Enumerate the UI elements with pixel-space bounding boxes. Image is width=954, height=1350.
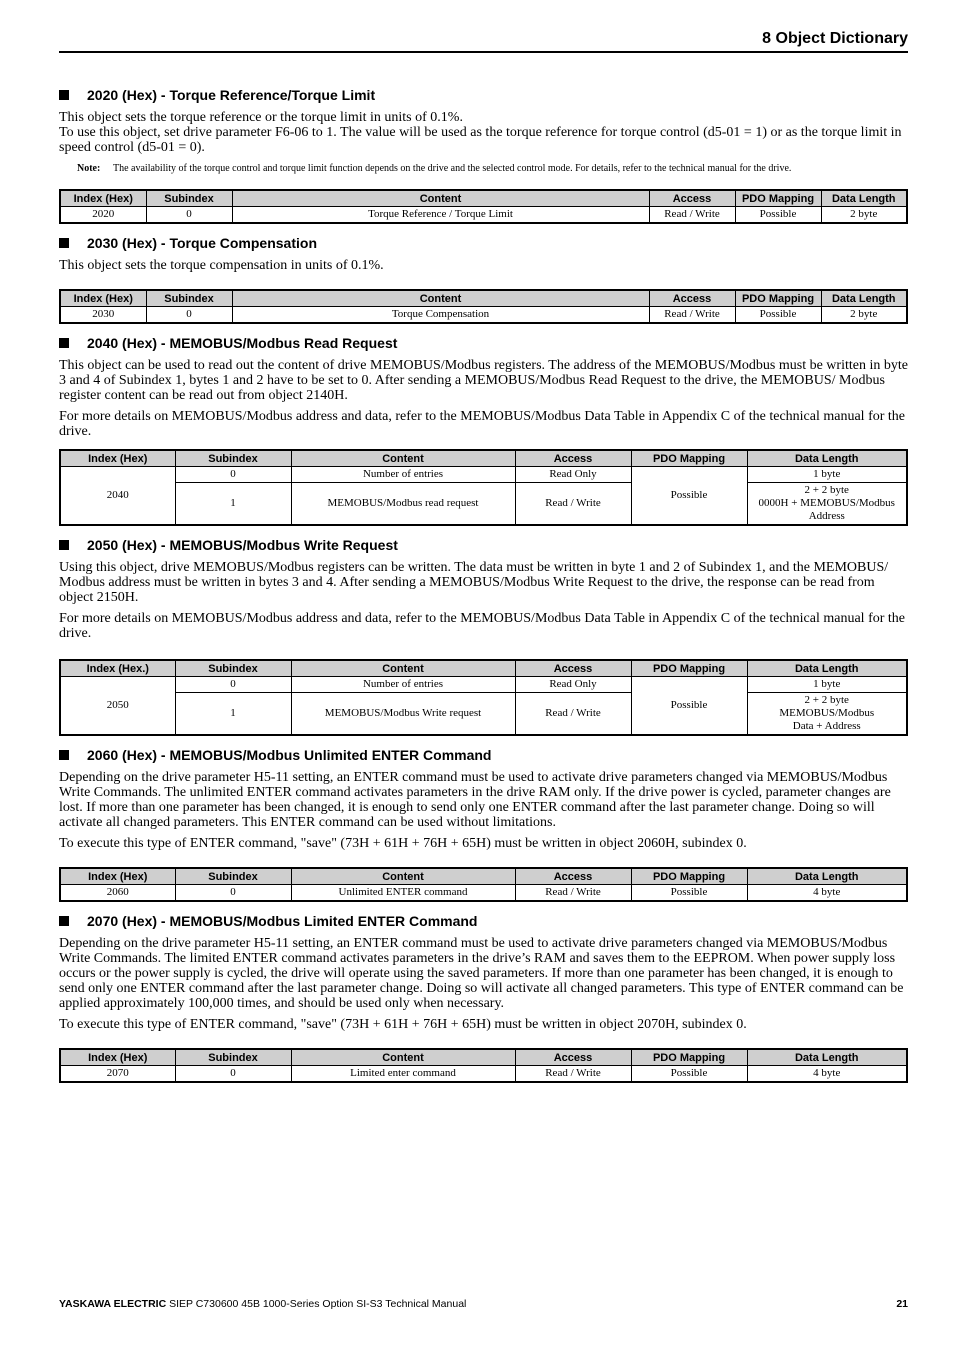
col-header: Index (Hex) <box>60 450 175 467</box>
note <box>77 163 908 174</box>
cell-length: 1 byte <box>747 467 907 483</box>
col-header: Access <box>649 290 735 307</box>
paragraph: For more details on MEMOBUS/Modbus address and data, refer to the MEMOBUS/Modbus Data Table in Appendix C of the technical manual for the drive. <box>59 409 906 439</box>
header-rule <box>59 51 908 53</box>
col-header: PDO Mapping <box>631 660 747 677</box>
section-title-2070 <box>59 912 908 930</box>
col-header: Access <box>515 1049 631 1066</box>
cell-subindex: 0 <box>146 207 232 224</box>
col-header: Subindex <box>146 290 232 307</box>
note-label: Note: <box>77 163 101 174</box>
col-header: Data Length <box>747 1049 907 1066</box>
footer-text: SIEP C730600 45B 1000-Series Option SI-S3 Technical Manual <box>166 1298 467 1310</box>
col-header: Data Length <box>821 190 907 207</box>
square-bullet-icon <box>59 90 69 100</box>
cell-index: 2070 <box>60 1066 175 1083</box>
cell-pdo: Possible <box>735 307 821 324</box>
col-header: Content <box>291 868 515 885</box>
col-header: Content <box>291 660 515 677</box>
section-title-text: 2050 (Hex) - MEMOBUS/Modbus Write Request <box>87 537 398 553</box>
cell-pdo: Possible <box>631 885 747 902</box>
paragraph: For more details on MEMOBUS/Modbus address and data, refer to the MEMOBUS/Modbus Data Table in Appendix C of the technical manual for the drive. <box>59 611 906 641</box>
col-header: Subindex <box>175 660 291 677</box>
table-row <box>60 1066 907 1083</box>
cell-length: 2 byte <box>821 207 907 224</box>
cell-subindex: 1 <box>175 483 291 526</box>
section-title-2050 <box>59 536 908 554</box>
col-header: Content <box>232 290 649 307</box>
paragraph: This object sets the torque compensation in units of 0.1%. <box>59 258 384 273</box>
col-header: Subindex <box>146 190 232 207</box>
cell-index: 2060 <box>60 885 175 902</box>
col-header: PDO Mapping <box>735 290 821 307</box>
table-row <box>60 467 907 483</box>
col-header: PDO Mapping <box>631 868 747 885</box>
footer-brand: YASKAWA ELECTRIC <box>59 1298 167 1310</box>
paragraph: Depending on the drive parameter H5-11 setting, an ENTER command must be used to activate drive parameters changed via MEMOBUS/Modbus Write Commands. The limited ENTER command activates parameters in the drive’s RAM and saves them to the EEPROM. When power supply loss occurs or the power supply is cycled, the drive will operate using the saved parameters. If more than one parameter has been changed, it is enough to send only one ENTER command after the last parameter change. Doing so will activate all changed parameters. This type of ENTER command can be applied approximately 100,000 times, and should be used only when necessary. <box>59 936 904 1011</box>
col-header: Index (Hex) <box>60 868 175 885</box>
page-header: 8 Object Dictionary <box>762 30 908 47</box>
paragraph: This object sets the torque reference or the torque limit in units of 0.1%. <box>59 110 463 125</box>
cell-access: Read / Write <box>515 1066 631 1083</box>
section-title-text: 2060 (Hex) - MEMOBUS/Modbus Unlimited ENTER Command <box>87 747 492 763</box>
paragraph: This object can be used to read out the content of drive MEMOBUS/Modbus registers. The address of the MEMOBUS/Modbus must be written in byte 3 and 4 of Subindex 1, bytes 1 and 2 have to be set to 0. After sending a MEMOBUS/Modbus Read Request to the drive, the MEMOBUS/ Modbus register content can be read out from object 2140H. <box>59 358 908 403</box>
cell-subindex: 0 <box>146 307 232 324</box>
note-text: The availability of the torque control and torque limit function depends on the drive and the selected control mode. For details, refer to the technical manual for the drive. <box>113 163 792 174</box>
cell-content: Number of entries <box>291 677 515 693</box>
col-header: Subindex <box>175 1049 291 1066</box>
cell-pdo: Possible <box>735 207 821 224</box>
table-row <box>60 885 907 902</box>
section-title-text: 2020 (Hex) - Torque Reference/Torque Limit <box>87 87 376 103</box>
col-header: PDO Mapping <box>631 1049 747 1066</box>
length-line: Address <box>808 510 845 522</box>
col-header: Subindex <box>175 868 291 885</box>
col-header: Access <box>515 868 631 885</box>
col-header: Data Length <box>747 450 907 467</box>
page-number: 21 <box>896 1298 908 1310</box>
cell-access: Read / Write <box>649 207 735 224</box>
cell-content: Torque Reference / Torque Limit <box>232 207 649 224</box>
cell-length <box>747 693 907 736</box>
length-line: MEMOBUS/Modbus <box>779 707 875 719</box>
cell-subindex: 0 <box>175 677 291 693</box>
cell-access: Read / Write <box>649 307 735 324</box>
cell-index: 2040 <box>60 467 175 526</box>
cell-length: 1 byte <box>747 677 907 693</box>
section-title-text: 2040 (Hex) - MEMOBUS/Modbus Read Request <box>87 335 398 351</box>
col-header: Subindex <box>175 450 291 467</box>
section-title-2040 <box>59 334 908 352</box>
square-bullet-icon <box>59 238 69 248</box>
section-title-2060 <box>59 746 908 764</box>
table-row <box>60 483 907 526</box>
col-header: Data Length <box>747 660 907 677</box>
col-header: Index (Hex.) <box>60 660 175 677</box>
square-bullet-icon <box>59 338 69 348</box>
page-content <box>59 86 908 1083</box>
col-header: Index (Hex) <box>60 1049 175 1066</box>
paragraph: To use this object, set drive parameter F6-06 to 1. The value will be used as the torque reference for torque control (d5-01 = 1) or as the torque limit in speed control (d5-01 = 0). <box>59 125 902 155</box>
cell-subindex: 0 <box>175 1066 291 1083</box>
col-header: Access <box>649 190 735 207</box>
page-footer <box>59 1298 908 1310</box>
table-row <box>60 307 907 324</box>
section-title-2020 <box>59 86 908 104</box>
section-title-2030 <box>59 234 908 252</box>
cell-length: 2 byte <box>821 307 907 324</box>
object-table-2020 <box>59 189 908 224</box>
cell-index: 2030 <box>60 307 146 324</box>
col-header: Content <box>232 190 649 207</box>
square-bullet-icon <box>59 540 69 550</box>
square-bullet-icon <box>59 750 69 760</box>
cell-content: Torque Compensation <box>232 307 649 324</box>
cell-subindex: 1 <box>175 693 291 736</box>
object-table-2070 <box>59 1048 908 1083</box>
table-row <box>60 677 907 693</box>
length-line: 2 + 2 byte <box>804 484 849 496</box>
cell-pdo: Possible <box>631 467 747 526</box>
col-header: Content <box>291 450 515 467</box>
section-title-text: 2070 (Hex) - MEMOBUS/Modbus Limited ENTER Command <box>87 913 478 929</box>
cell-content: MEMOBUS/Modbus read request <box>291 483 515 526</box>
cell-subindex: 0 <box>175 885 291 902</box>
paragraph: To execute this type of ENTER command, "save" (73H + 61H + 76H + 65H) must be written in object 2070H, subindex 0. <box>59 1017 747 1032</box>
cell-pdo: Possible <box>631 677 747 736</box>
object-table-2040 <box>59 449 908 526</box>
length-line: Data + Address <box>792 720 861 732</box>
cell-content: MEMOBUS/Modbus Write request <box>291 693 515 736</box>
cell-access: Read / Write <box>515 483 631 526</box>
col-header: Data Length <box>747 868 907 885</box>
table-row <box>60 207 907 224</box>
cell-content: Unlimited ENTER command <box>291 885 515 902</box>
col-header: Index (Hex) <box>60 190 146 207</box>
cell-access: Read / Write <box>515 885 631 902</box>
paragraph: To execute this type of ENTER command, "save" (73H + 61H + 76H + 65H) must be written in object 2060H, subindex 0. <box>59 836 747 851</box>
table-row <box>60 693 907 736</box>
cell-index: 2050 <box>60 677 175 736</box>
length-line: 2 + 2 byte <box>804 694 849 706</box>
col-header: Data Length <box>821 290 907 307</box>
cell-content: Limited enter command <box>291 1066 515 1083</box>
col-header: Index (Hex) <box>60 290 146 307</box>
section-title-text: 2030 (Hex) - Torque Compensation <box>87 235 318 251</box>
col-header: PDO Mapping <box>631 450 747 467</box>
square-bullet-icon <box>59 916 69 926</box>
cell-access: Read / Write <box>515 693 631 736</box>
cell-length: 4 byte <box>747 885 907 902</box>
cell-content: Number of entries <box>291 467 515 483</box>
cell-length: 4 byte <box>747 1066 907 1083</box>
col-header: Access <box>515 450 631 467</box>
cell-index: 2020 <box>60 207 146 224</box>
cell-length <box>747 483 907 526</box>
object-table-2030 <box>59 289 908 324</box>
col-header: PDO Mapping <box>735 190 821 207</box>
paragraph: Using this object, drive MEMOBUS/Modbus registers can be written. The data must be written in byte 1 and 2 of Subindex 1, and the MEMOBUS/ Modbus address must be written in bytes 3 and 4. After sending a MEMOBUS/Modbus Write Request to the drive, the response can be read from object 2150H. <box>59 560 889 605</box>
cell-pdo: Possible <box>631 1066 747 1083</box>
cell-access: Read Only <box>515 677 631 693</box>
col-header: Access <box>515 660 631 677</box>
cell-subindex: 0 <box>175 467 291 483</box>
object-table-2050 <box>59 659 908 736</box>
paragraph: Depending on the drive parameter H5-11 setting, an ENTER command must be used to activate drive parameters changed via MEMOBUS/Modbus Write Commands. The unlimited ENTER command activates parameters in the drive RAM only. If the drive power is cycled, parameter changes are lost. If more than one parameter has been changed, it is enough to send only one ENTER command after the last parameter change. Doing so will activate all changed parameters. This ENTER command can be used without limitations. <box>59 770 891 830</box>
cell-access: Read Only <box>515 467 631 483</box>
length-line: 0000H + MEMOBUS/Modbus <box>758 497 895 509</box>
col-header: Content <box>291 1049 515 1066</box>
object-table-2060 <box>59 867 908 902</box>
